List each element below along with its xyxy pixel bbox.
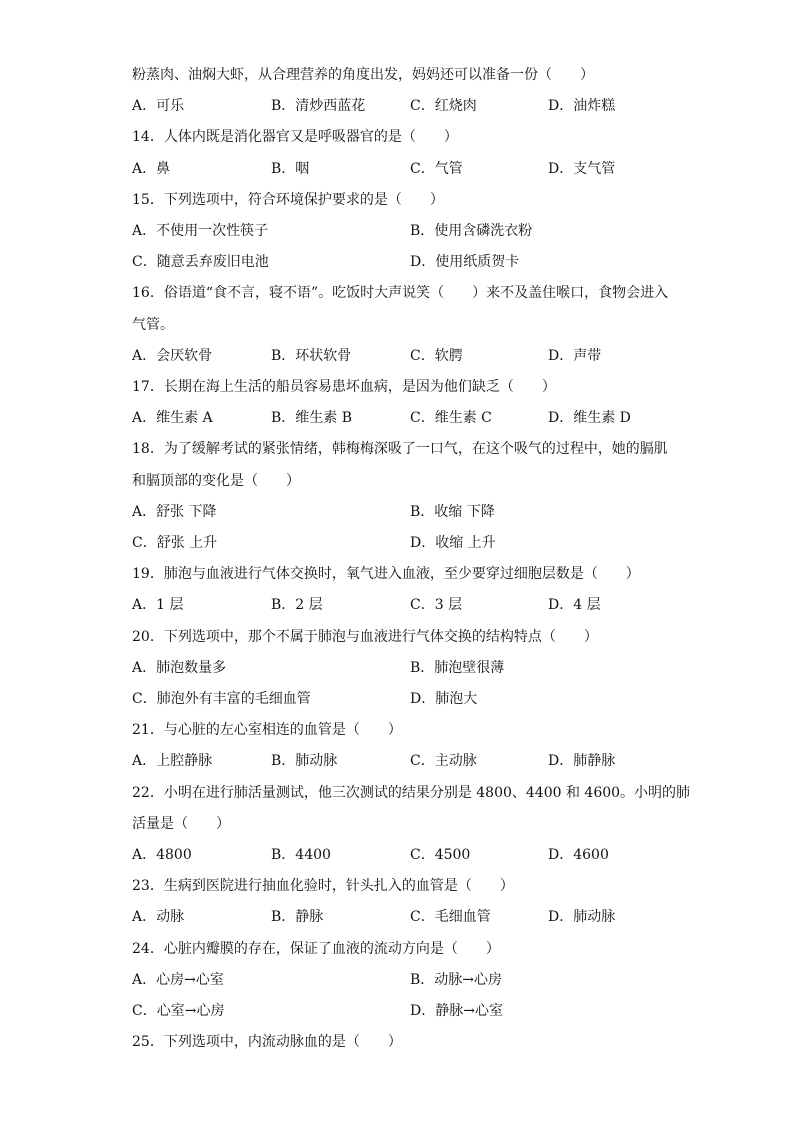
answer-option: B．2 层 — [271, 597, 323, 614]
question-stem: 气管。 — [132, 316, 174, 333]
answer-option: C．气管 — [410, 160, 463, 177]
answer-option: B．收缩 下降 — [410, 503, 495, 520]
answer-option: A．1 层 — [132, 597, 184, 614]
answer-option: C．3 层 — [410, 597, 463, 614]
answer-option: D．肺静脉 — [548, 753, 616, 770]
answer-option: B．使用含磷洗衣粉 — [410, 223, 533, 239]
answer-option: A．4800 — [132, 847, 192, 863]
answer-option: D．收缩 上升 — [410, 535, 496, 551]
answer-option: A．会厌软骨 — [132, 347, 213, 364]
question-stem: 25．下列选项中，内流动脉血的是（ ） — [132, 1034, 402, 1051]
answer-option: B．环状软骨 — [271, 347, 352, 364]
answer-option: B．咽 — [271, 160, 310, 177]
answer-option: C．毛细血管 — [410, 909, 491, 926]
answer-option: A．心房→心室 — [132, 971, 224, 988]
question-stem: 活量是（ ） — [132, 815, 230, 832]
answer-option: C．红烧肉 — [410, 98, 477, 115]
answer-option: B．动脉→心房 — [410, 971, 503, 988]
answer-option: D．4 层 — [548, 597, 601, 614]
question-stem: 粉蒸肉、油焖大虾，从合理营养的角度出发，妈妈还可以准备一份（ ） — [132, 67, 594, 83]
question-stem: 19．肺泡与血液进行气体交换时，氧气进入血液，至少要穿过细胞层数是（ ） — [132, 566, 640, 583]
question-stem: 15．下列选项中，符合环境保护要求的是（ ） — [132, 191, 444, 208]
answer-option: A．维生素 A — [132, 410, 213, 427]
answer-option: D．使用纸质贺卡 — [410, 254, 520, 271]
answer-option: A．鼻 — [132, 160, 171, 177]
answer-option: B．肺动脉 — [271, 753, 338, 770]
answer-option: D．声带 — [548, 347, 602, 364]
question-stem: 16．俗语道“食不言，寝不语”。吃饭时大声说笑（ ）来不及盖住喉口，食物会进入 — [132, 285, 669, 302]
answer-option: D．肺动脉 — [548, 909, 616, 926]
answer-option: B．静脉 — [271, 909, 324, 926]
question-stem: 14．人体内既是消化器官又是呼吸器官的是（ ） — [132, 129, 458, 146]
question-stem: 22．小明在进行肺活量测试，他三次测试的结果分别是 4800、4400 和 4600。小明的肺 — [132, 784, 691, 801]
answer-option: C．舒张 上升 — [132, 535, 218, 551]
answer-option: C．4500 — [410, 847, 471, 863]
answer-option: B．肺泡壁很薄 — [410, 659, 505, 676]
answer-option: C．心室→心房 — [132, 1003, 225, 1019]
question-stem: 17．长期在海上生活的船员容易患坏血病，是因为他们缺乏（ ） — [132, 379, 556, 395]
answer-option: C．肺泡外有丰富的毛细血管 — [132, 691, 311, 707]
answer-option: D．油炸糕 — [548, 98, 616, 115]
question-stem: 21．与心脏的左心室相连的血管是（ ） — [132, 722, 402, 739]
answer-option: A．肺泡数量多 — [132, 659, 227, 676]
answer-option: B．4400 — [271, 847, 331, 863]
question-stem: 24．心脏内瓣膜的存在，保证了血液的流动方向是（ ） — [132, 940, 500, 957]
answer-option: D．维生素 D — [548, 410, 631, 427]
answer-option: D．支气管 — [548, 160, 616, 177]
answer-option: A．上腔静脉 — [132, 753, 213, 770]
question-stem: 23．生病到医院进行抽血化验时，针头扎入的血管是（ ） — [132, 878, 514, 895]
answer-option: C．主动脉 — [410, 753, 477, 770]
answer-option: A．舒张 下降 — [132, 503, 217, 520]
question-stem: 18．为了缓解考试的紧张情绪，韩梅梅深吸了一口气，在这个吸气的过程中，她的膈肌 — [132, 441, 668, 458]
answer-option: C．软腭 — [410, 347, 463, 364]
answer-option: B．维生素 B — [271, 410, 353, 427]
answer-option: D．4600 — [548, 847, 609, 863]
answer-option: C．维生素 C — [410, 410, 492, 427]
question-stem: 20．下列选项中，那个不属于肺泡与血液进行气体交换的结构特点（ ） — [132, 628, 598, 645]
question-stem: 和膈顶部的变化是（ ） — [132, 472, 300, 489]
answer-option: D．肺泡大 — [410, 691, 478, 707]
answer-option: A．可乐 — [132, 98, 185, 115]
answer-option: A．动脉 — [132, 909, 185, 926]
answer-option: D．静脉→心室 — [410, 1003, 503, 1019]
answer-option: A．不使用一次性筷子 — [132, 223, 269, 239]
answer-option: B．清炒西蓝花 — [271, 98, 366, 115]
answer-option: C．随意丢弃废旧电池 — [132, 254, 269, 271]
